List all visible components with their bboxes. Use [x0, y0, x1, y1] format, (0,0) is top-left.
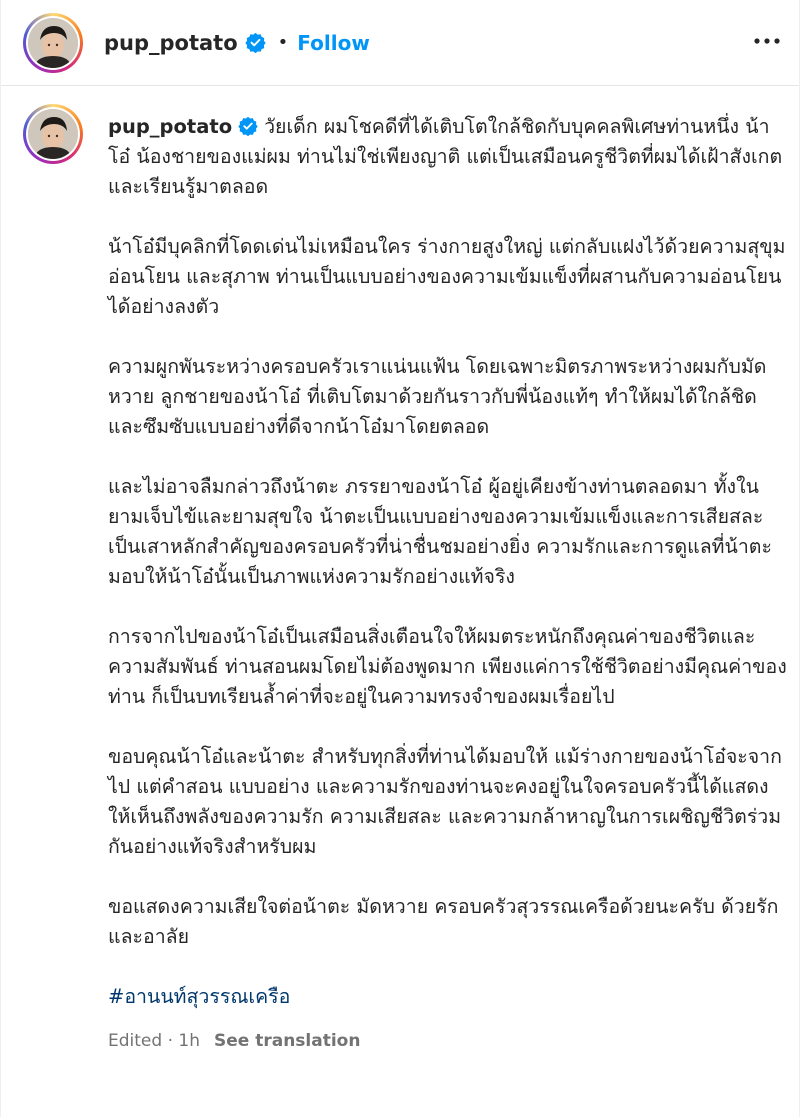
caption-text [108, 112, 788, 1056]
more-horizontal-icon[interactable] [753, 27, 781, 55]
caption-paragraph: การจากไปของน้าโอ๋เป็นเสมือนสิ่งเตือนใจให้ผมตระหนักถึงคุณค่าของชีวิตและความสัมพันธ์ ท่านสอนผมโดยไม่ต้องพูดมาก เพียงแค่การใช้ชีวิตอย่างมีคุณค่าของท่าน ก็เป็นบทเรียนล้ำค่าที่จะอยู่ในความทรงจำของผมเรื่อยไป [108, 625, 787, 708]
caption-username[interactable]: pup_potato [108, 115, 233, 138]
avatar[interactable] [23, 13, 83, 73]
verified-badge-icon [245, 32, 266, 53]
see-translation-button[interactable]: See translation [213, 1031, 361, 1051]
avatar-photo [28, 18, 78, 68]
post-meta [108, 1026, 788, 1056]
post-header [1, 0, 800, 86]
follow-button[interactable]: Follow [297, 30, 370, 55]
hashtag-link[interactable]: #อานนท์สุวรรณเครือ [108, 985, 291, 1008]
verified-badge-icon [238, 116, 258, 136]
caption-paragraph [108, 112, 788, 202]
avatar-photo [28, 109, 78, 159]
caption-paragraph-text: วัยเด็ก ผมโชคดีที่ได้เติบโตใกล้ชิดกับบุคคลพิเศษท่านหนึ่ง น้าโอ๋ น้องชายของแม่ผม ท่านไม่ใช่เพียงญาติ แต่เป็นเสมือนครูชีวิตที่ผมได้เฝ้าสังเกตและเรียนรู้มาตลอด [108, 115, 783, 198]
caption-paragraph: และไม่อาจลืมกล่าวถึงน้าตะ ภรรยาของน้าโอ๋ ผู้อยู่เคียงข้างท่านตลอดมา ทั้งในยามเจ็บไข้และยามสุขใจ น้าตะเป็นแบบอย่างของความเข้มแข็งและการเสียสละ เป็นเสาหลักสำคัญของครอบครัวที่น่าชื่นชมอย่างยิ่ง ความรักและการดูแลที่น้าตะมอบให้น้าโอ๋นั้นเป็นภาพแห่งความรักอย่างแท้จริง [108, 475, 772, 588]
header-username[interactable]: pup_potato [104, 30, 238, 55]
hashtag-line [108, 982, 788, 1012]
caption-paragraph: น้าโอ๋มีบุคลิกที่โดดเด่นไม่เหมือนใคร ร่างกายสูงใหญ่ แต่กลับแฝงไว้ด้วยความสุขุม อ่อนโยน และสุภาพ ท่านเป็นแบบอย่างของความเข้มแข็งที่ผสานกับความอ่อนโยนได้อย่างลงตัว [108, 235, 786, 318]
caption-avatar[interactable] [23, 104, 83, 164]
edited-timestamp: Edited · 1h [108, 1031, 200, 1051]
caption-paragraph: ขอบคุณน้าโอ๋และน้าตะ สำหรับทุกสิ่งที่ท่านได้มอบให้ แม้ร่างกายของน้าโอ๋จะจากไป แต่คำสอน แบบอย่าง และความรักของท่านจะคงอยู่ในใจครอบครัวนี้ได้แสดงให้เห็นถึงพลังของความรัก ความเสียสละ และความกล้าหาญในการเผชิญชีวิตร่วมกันอย่างแท้จริงสำหรับผม [108, 745, 782, 858]
separator-dot: • [277, 32, 289, 53]
caption-paragraph: ความผูกพันระหว่างครอบครัวเราแน่นแฟ้น โดยเฉพาะมิตรภาพระหว่างผมกับมัดหวาย ลูกชายของน้าโอ๋ ที่เติบโตมาด้วยกันราวกับพี่น้องแท้ๆ ทำให้ผมได้ใกล้ชิดและซึมซับแบบอย่างที่ดีจากน้าโอ๋มาโดยตลอด [108, 355, 767, 438]
caption-paragraph: ขอแสดงความเสียใจต่อน้าตะ มัดหวาย ครอบครัวสุวรรณเครือด้วยนะครับ ด้วยรัก และอาลัย [108, 895, 779, 948]
